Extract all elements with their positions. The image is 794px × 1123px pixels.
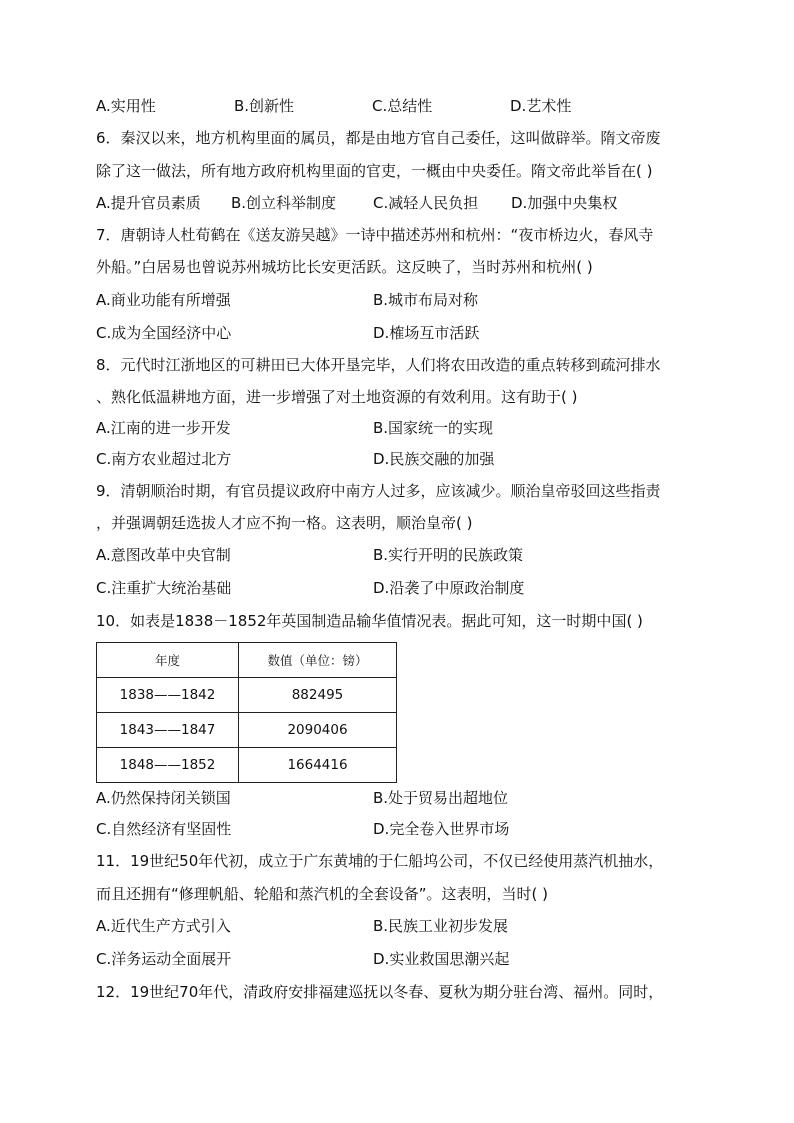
export-value-table	[96, 642, 397, 783]
q6-option-b[interactable]: B.创立科举制度	[231, 194, 337, 212]
q7-stem-line-1: 7．唐朝诗人杜荀鹤在《送友游吴越》一诗中描述苏州和杭州：“夜市桥边火，春风寺	[96, 226, 654, 244]
q6-option-d[interactable]: D.加强中央集权	[511, 194, 618, 212]
q9-option-a[interactable]: A.意图改革中央官制	[96, 546, 231, 564]
table-row	[97, 713, 397, 748]
q5-option-b[interactable]: B.创新性	[234, 97, 295, 115]
q8-option-b[interactable]: B.国家统一的实现	[373, 419, 494, 437]
q10-option-c[interactable]: C.自然经济有坚固性	[96, 820, 232, 838]
q7-option-c[interactable]: C.成为全国经济中心	[96, 324, 232, 342]
q10-stem-line-1: 10．如表是1838－1852年英国制造品输华值情况表。据此可知，这一时期中国( )	[96, 612, 643, 630]
q5-option-a[interactable]: A.实用性	[96, 97, 156, 115]
table-cell-year: 1838——1842	[97, 678, 239, 713]
q10-option-b[interactable]: B.处于贸易出超地位	[373, 789, 509, 807]
q6-stem-line-2: 除了这一做法，所有地方政府机构里面的官吏，一概由中央委任。隋文帝此举旨在( )	[96, 162, 653, 180]
q7-option-a[interactable]: A.商业功能有所增强	[96, 291, 231, 309]
table-cell-year: 1848——1852	[97, 748, 239, 783]
q8-option-d[interactable]: D.民族交融的加强	[373, 450, 495, 468]
table-cell-year: 1843——1847	[97, 713, 239, 748]
q7-stem-line-2: 外船。”白居易也曾说苏州城坊比长安更活跃。这反映了，当时苏州和杭州( )	[96, 258, 593, 276]
table-row	[97, 678, 397, 713]
q11-option-a[interactable]: A.近代生产方式引入	[96, 917, 231, 935]
q5-option-d[interactable]: D.艺术性	[510, 97, 572, 115]
table-row	[97, 748, 397, 783]
table-header-row	[97, 643, 397, 678]
q11-option-d[interactable]: D.实业救国思潮兴起	[373, 950, 510, 968]
table-header-year: 年度	[97, 643, 239, 678]
q8-option-c[interactable]: C.南方农业超过北方	[96, 450, 232, 468]
q8-stem-line-1: 8．元代时江浙地区的可耕田已大体开垦完毕，人们将农田改造的重点转移到疏河排水	[96, 356, 661, 374]
table-cell-value: 1664416	[239, 748, 397, 783]
q9-option-b[interactable]: B.实行开明的民族政策	[373, 546, 524, 564]
q11-option-c[interactable]: C.洋务运动全面展开	[96, 950, 232, 968]
q6-stem-line-1: 6．秦汉以来，地方机构里面的属员，都是由地方官自己委任，这叫做辟举。隋文帝废	[96, 129, 661, 147]
table-cell-value: 2090406	[239, 713, 397, 748]
q8-stem-line-2: 、熟化低温耕地方面，进一步增强了对土地资源的有效利用。这有助于( )	[96, 388, 578, 406]
q6-option-a[interactable]: A.提升官员素质	[96, 194, 201, 212]
q11-option-b[interactable]: B.民族工业初步发展	[373, 917, 509, 935]
table-header-value: 数值（单位：镑）	[239, 643, 397, 678]
q7-option-d[interactable]: D.榷场互市活跃	[373, 324, 480, 342]
q9-stem-line-2: ，并强调朝廷选拔人才应不拘一格。这表明，顺治皇帝( )	[96, 514, 473, 532]
q11-stem-line-1: 11．19世纪50年代初，成立于广东黄埔的于仁船坞公司，不仅已经使用蒸汽机抽水，	[96, 852, 664, 870]
q9-option-d[interactable]: D.沿袭了中原政治制度	[373, 579, 525, 597]
table-cell-value: 882495	[239, 678, 397, 713]
q9-stem-line-1: 9．清朝顺治时期，有官员提议政府中南方人过多，应该减少。顺治皇帝驳回这些指责	[96, 482, 661, 500]
q10-option-a[interactable]: A.仍然保持闭关锁国	[96, 789, 231, 807]
q10-option-d[interactable]: D.完全卷入世界市场	[373, 820, 510, 838]
q6-option-c[interactable]: C.减轻人民负担	[373, 194, 479, 212]
q5-option-c[interactable]: C.总结性	[372, 97, 433, 115]
q8-option-a[interactable]: A.江南的进一步开发	[96, 419, 231, 437]
q12-stem-line-1: 12．19世纪70年代，清政府安排福建巡抚以冬春、夏秋为期分驻台湾、福州。同时，	[96, 983, 664, 1001]
q7-option-b[interactable]: B.城市布局对称	[373, 291, 479, 309]
q11-stem-line-2: 而且还拥有“修理帆船、轮船和蒸汽机的全套设备”。这表明，当时( )	[96, 885, 549, 903]
q9-option-c[interactable]: C.注重扩大统治基础	[96, 579, 232, 597]
